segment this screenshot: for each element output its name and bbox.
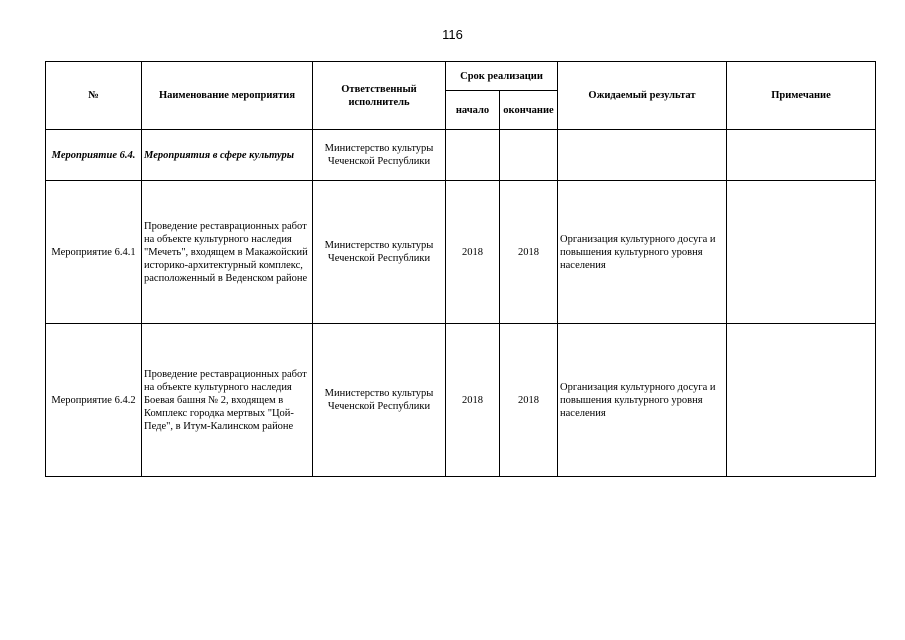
- row-start: 2018: [446, 181, 500, 324]
- row-responsible: Министерство культуры Чеченской Республики: [313, 324, 446, 477]
- row-end: 2018: [500, 181, 558, 324]
- table-row: [46, 324, 876, 477]
- header-start: начало: [446, 91, 500, 130]
- row-end: 2018: [500, 324, 558, 477]
- table-row: [46, 130, 876, 181]
- row-result: Организация культурного досуга и повышения культурного уровня населения: [558, 324, 727, 477]
- row-note: [727, 181, 876, 324]
- row-note: [727, 324, 876, 477]
- row-number: Мероприятие 6.4.1: [46, 181, 142, 324]
- activities-table: [45, 61, 876, 477]
- header-period: Срок реализации: [446, 62, 558, 91]
- table-row: [46, 181, 876, 324]
- page-number: 116: [442, 27, 463, 42]
- row-end: [500, 130, 558, 181]
- header-note: Примечание: [727, 62, 876, 130]
- row-number: Мероприятие 6.4.: [46, 130, 142, 181]
- row-event-name: Проведение реставрационных работ на объекте культурного наследия Боевая башня № 2, входящем в Комплекс городка мертвых "Цой- Педе", в Итум-Калинском районе: [142, 324, 313, 477]
- row-responsible: Министерство культуры Чеченской Республики: [313, 130, 446, 181]
- row-event-name: Проведение реставрационных работ на объекте культурного наследия "Мечеть", входящем в Макажойский историко-архитектурный комплекс, расположенный в Веденском районе: [142, 181, 313, 324]
- row-number: Мероприятие 6.4.2: [46, 324, 142, 477]
- header-end: окончание: [500, 91, 558, 130]
- row-result: [558, 130, 727, 181]
- row-responsible: Министерство культуры Чеченской Республики: [313, 181, 446, 324]
- row-start: [446, 130, 500, 181]
- row-start: 2018: [446, 324, 500, 477]
- header-row: [46, 62, 876, 91]
- header-expected-result: Ожидаемый результат: [558, 62, 727, 130]
- row-note: [727, 130, 876, 181]
- row-event-name: Мероприятия в сфере культуры: [142, 130, 313, 181]
- header-event-name: Наименование мероприятия: [142, 62, 313, 130]
- header-responsible: Ответственный исполнитель: [313, 62, 446, 130]
- header-number: №: [46, 62, 142, 130]
- row-result: Организация культурного досуга и повышения культурного уровня населения: [558, 181, 727, 324]
